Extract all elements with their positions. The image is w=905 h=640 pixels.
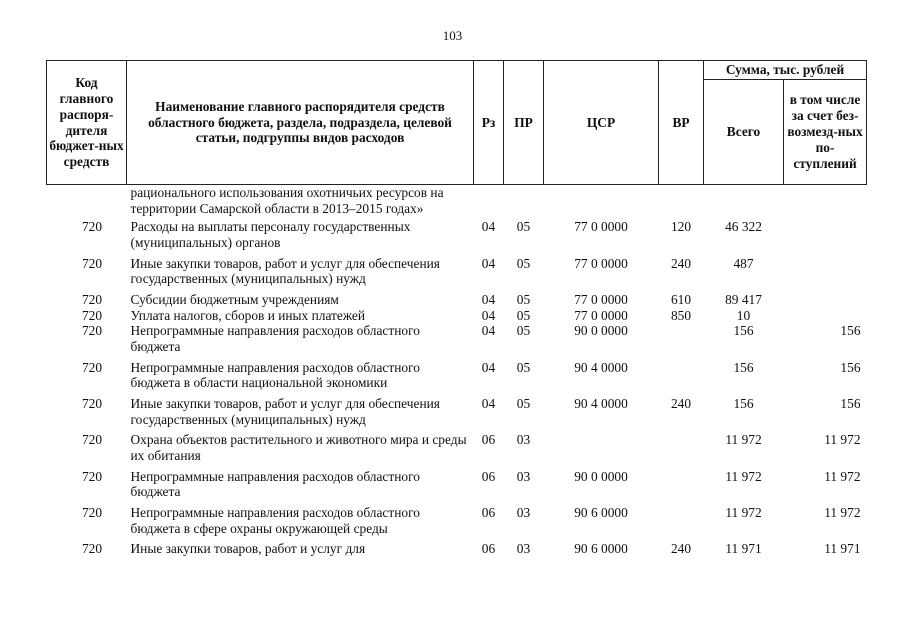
row-free: 156 [840, 359, 861, 375]
table-row [47, 432, 867, 468]
header-name: Наименование главного распорядителя средств областного бюджета, раздела, подраздела, целевой статьи, подгруппы видов расходов [127, 61, 474, 185]
row-code: 720 [81, 292, 103, 308]
row-free: 11 972 [824, 505, 861, 521]
row-code: 720 [81, 307, 103, 323]
row-name: Непрограммные направления расходов областного бюджета [130, 468, 420, 500]
row-csr: 90 0 0000 [574, 468, 628, 484]
row-total: 156 [733, 396, 754, 412]
row-free: 11 972 [824, 468, 861, 484]
row-total: 11 972 [725, 505, 762, 521]
row-csr: 77 0 0000 [574, 255, 628, 271]
row-pr: 03 [516, 468, 531, 484]
row-total: 156 [733, 359, 754, 375]
row-vr: 120 [670, 219, 692, 235]
table-row [47, 219, 867, 255]
row-code: 720 [81, 323, 103, 339]
row-csr: 77 0 0000 [574, 307, 628, 323]
row-pr: 03 [516, 505, 531, 521]
row-vr: 240 [670, 396, 692, 412]
row-free: 11 972 [824, 432, 861, 448]
row-pr: 03 [516, 541, 531, 557]
row-name: Непрограммные направления расходов областного бюджета [130, 323, 420, 355]
row-rz: 06 [481, 432, 496, 448]
row-total: 46 322 [725, 219, 762, 235]
row-rz: 04 [481, 396, 496, 412]
row-free: 156 [840, 396, 861, 412]
row-free [784, 256, 867, 292]
row-rz: 04 [481, 307, 496, 323]
row-csr: 77 0 0000 [574, 292, 628, 308]
table-row [47, 541, 867, 562]
row-name: Охрана объектов растительного и животного мира и среды их обитания [130, 432, 467, 464]
table-header [47, 61, 867, 185]
row-rz: 04 [481, 323, 496, 339]
row-name: Иные закупки товаров, работ и услуг для обеспечения государственных (муниципальных) нужд [130, 396, 440, 427]
budget-table [46, 60, 867, 562]
row-name: Уплата налогов, сборов и иных платежей [130, 307, 366, 323]
row-pr: 05 [516, 307, 531, 323]
table-row [47, 323, 867, 359]
header-code: Код главного распоря-дителя бюджет-ных средств [47, 61, 127, 185]
row-vr [659, 432, 704, 468]
row-csr: 90 6 0000 [574, 505, 628, 521]
header-free: в том числе за счет без-возмезд-ных по-ступлений [784, 80, 867, 185]
row-csr: 90 4 0000 [574, 359, 628, 375]
table-row [47, 256, 867, 292]
row-name: Иные закупки товаров, работ и услуг для [130, 541, 366, 557]
page-number: 103 [442, 28, 463, 43]
table-row [47, 292, 867, 308]
row-vr: 850 [670, 307, 692, 323]
row-code: 720 [81, 468, 103, 484]
header-pr: ПР [504, 61, 544, 185]
row-free [784, 292, 867, 308]
row-total: 487 [733, 255, 754, 271]
row-pr: 05 [516, 323, 531, 339]
row-rz: 06 [481, 505, 496, 521]
row-name: Непрограммные направления расходов областного бюджета в сфере охраны окружающей среды [130, 505, 420, 536]
row-total: 11 971 [725, 541, 762, 557]
row-total: 10 [736, 307, 751, 323]
row-code: 720 [81, 219, 103, 235]
row-free: 11 971 [824, 541, 861, 557]
row-pr: 05 [516, 359, 531, 375]
row-csr: 77 0 0000 [574, 219, 628, 235]
row-free: 156 [840, 323, 861, 339]
row-vr [659, 469, 704, 505]
row-name: Иные закупки товаров, работ и услуг для обеспечения государственных (муниципальных) нужд [130, 255, 440, 287]
table-body [47, 185, 867, 563]
row-rz: 06 [481, 468, 496, 484]
row-name: Расходы на выплаты персоналу государственных (муниципальных) органов [130, 219, 411, 251]
continuation-text: рационального использования охотничьих ресурсов на территории Самарской области в 2013–2015 годах» [130, 185, 444, 216]
row-code: 720 [81, 396, 103, 412]
header-sum: Сумма, тыс. рублей [704, 61, 867, 80]
row-csr: 90 0 0000 [574, 323, 628, 339]
row-rz: 06 [481, 541, 496, 557]
row-vr: 240 [670, 255, 692, 271]
header-total: Всего [704, 80, 784, 185]
header-rz: Рз [474, 61, 504, 185]
row-vr: 610 [670, 292, 692, 308]
row-code: 720 [81, 359, 103, 375]
row-name: Субсидии бюджетным учреждениям [130, 292, 339, 308]
row-vr [659, 323, 704, 359]
table-row [47, 505, 867, 541]
row-code: 720 [81, 432, 103, 448]
row-pr: 05 [516, 396, 531, 412]
header-csr: ЦСР [544, 61, 659, 185]
continuation-row [47, 185, 867, 220]
row-rz: 04 [481, 255, 496, 271]
row-csr: 90 6 0000 [574, 541, 628, 557]
row-total: 11 972 [725, 468, 762, 484]
row-csr: 90 4 0000 [574, 396, 628, 412]
table-row [47, 469, 867, 505]
table-row [47, 360, 867, 396]
row-pr: 03 [516, 432, 531, 448]
table-row [47, 396, 867, 432]
header-vr: ВР [659, 61, 704, 185]
row-pr: 05 [516, 219, 531, 235]
row-free [784, 219, 867, 255]
row-vr: 240 [670, 541, 692, 557]
row-vr [659, 505, 704, 541]
row-code: 720 [81, 505, 103, 521]
row-total: 89 417 [725, 292, 762, 308]
table-row [47, 308, 867, 324]
row-pr: 05 [516, 292, 531, 308]
row-total: 11 972 [725, 432, 762, 448]
row-total: 156 [733, 323, 754, 339]
row-vr [659, 360, 704, 396]
row-rz: 04 [481, 219, 496, 235]
row-csr [544, 432, 659, 468]
row-rz: 04 [481, 359, 496, 375]
row-rz: 04 [481, 292, 496, 308]
row-code: 720 [81, 541, 103, 557]
row-pr: 05 [516, 255, 531, 271]
row-code: 720 [81, 255, 103, 271]
row-free [784, 308, 867, 324]
row-name: Непрограммные направления расходов областного бюджета в области национальной экономики [130, 359, 420, 391]
